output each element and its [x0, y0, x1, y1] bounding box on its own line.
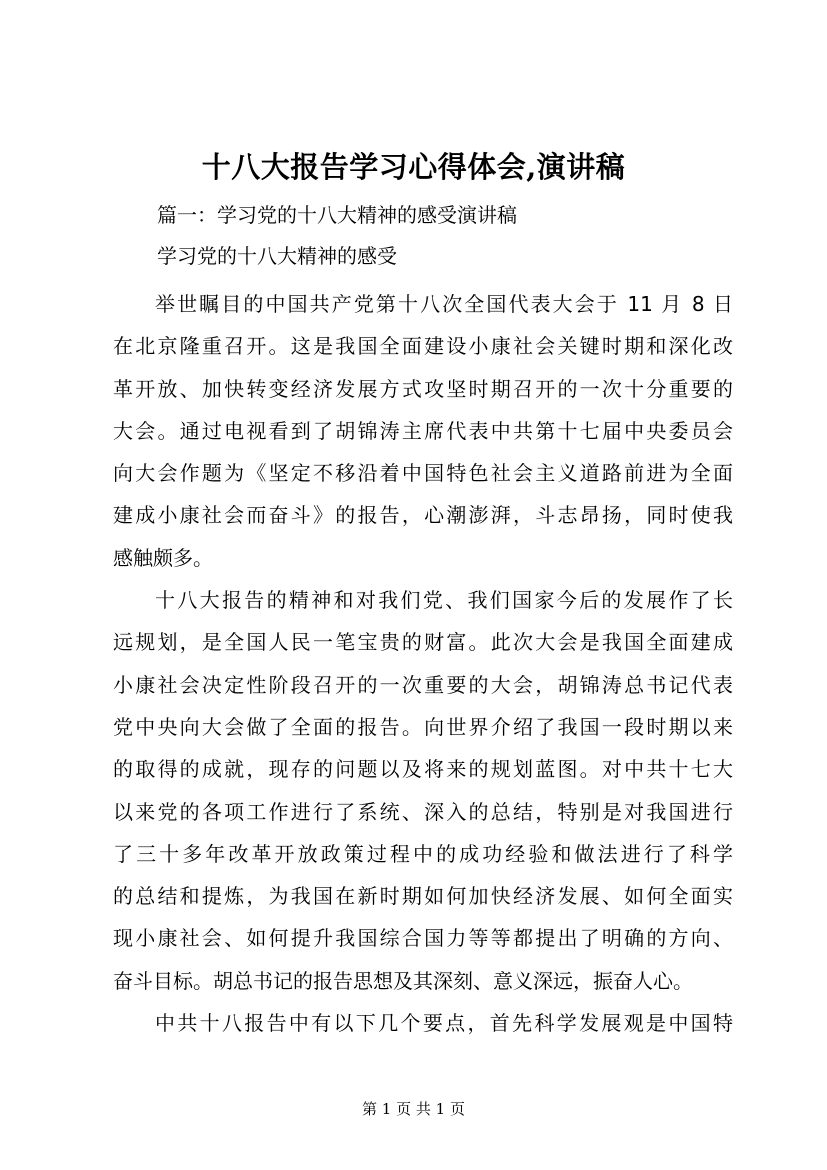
paragraph-3	[113, 1002, 733, 1044]
text-line: 举世瞩目的中国共产党第十八次全国代表大会于 11 月 8 日	[155, 292, 733, 316]
text-line: 现小康社会、如何提升我国综合国力等等都提出了明确的方向、	[113, 926, 733, 951]
text-line: 中共十八报告中有以下几个要点，首先科学发展观是中国特	[155, 1011, 733, 1036]
text-line: 革开放、加快转变经济发展方式攻坚时期召开的一次十分重要的	[113, 376, 733, 401]
text-line: 十八大报告的精神和对我们党、我们国家今后的发展作了长	[155, 588, 733, 613]
text-line: 以来党的各项工作进行了系统、深入的总结，特别是对我国进行	[113, 799, 733, 824]
text-line: 大会。通过电视看到了胡锦涛主席代表中共第十七届中央委员会	[113, 418, 733, 443]
chapter-heading: 篇一：学习党的十八大精神的感受演讲稿	[157, 203, 517, 227]
text-line: 建成小康社会而奋斗》的报告，心潮澎湃，斗志昂扬，同时使我	[113, 503, 733, 528]
page-footer: 第 1 页 共 1 页	[362, 1100, 465, 1118]
text-line: 了三十多年改革开放政策过程中的成功经验和做法进行了科学	[113, 841, 733, 866]
paragraph-1	[113, 283, 733, 579]
document-title: 十八大报告学习心得体会,演讲稿	[201, 150, 626, 184]
text-line: 向大会作题为《坚定不移沿着中国特色社会主义道路前进为全面	[113, 461, 733, 486]
text-line: 奋斗目标。胡总书记的报告思想及其深刻、意义深远，振奋人心。	[113, 968, 693, 993]
paragraph-2	[113, 579, 733, 1002]
sub-heading: 学习党的十八大精神的感受	[157, 244, 397, 268]
text-line: 远规划，是全国人民一笔宝贵的财富。此次大会是我国全面建成	[113, 630, 733, 655]
text-line: 小康社会决定性阶段召开的一次重要的大会，胡锦涛总书记代表	[113, 672, 733, 697]
document-body	[113, 283, 733, 1044]
text-line: 的总结和提炼，为我国在新时期如何加快经济发展、如何全面实	[113, 884, 733, 909]
text-line: 党中央向大会做了全面的报告。向世界介绍了我国一段时期以来	[113, 714, 733, 739]
text-line: 的取得的成就，现存的问题以及将来的规划蓝图。对中共十七大	[113, 757, 733, 782]
text-line: 感触颇多。	[113, 545, 213, 570]
text-line: 在北京隆重召开。这是我国全面建设小康社会关键时期和深化改	[113, 334, 733, 359]
